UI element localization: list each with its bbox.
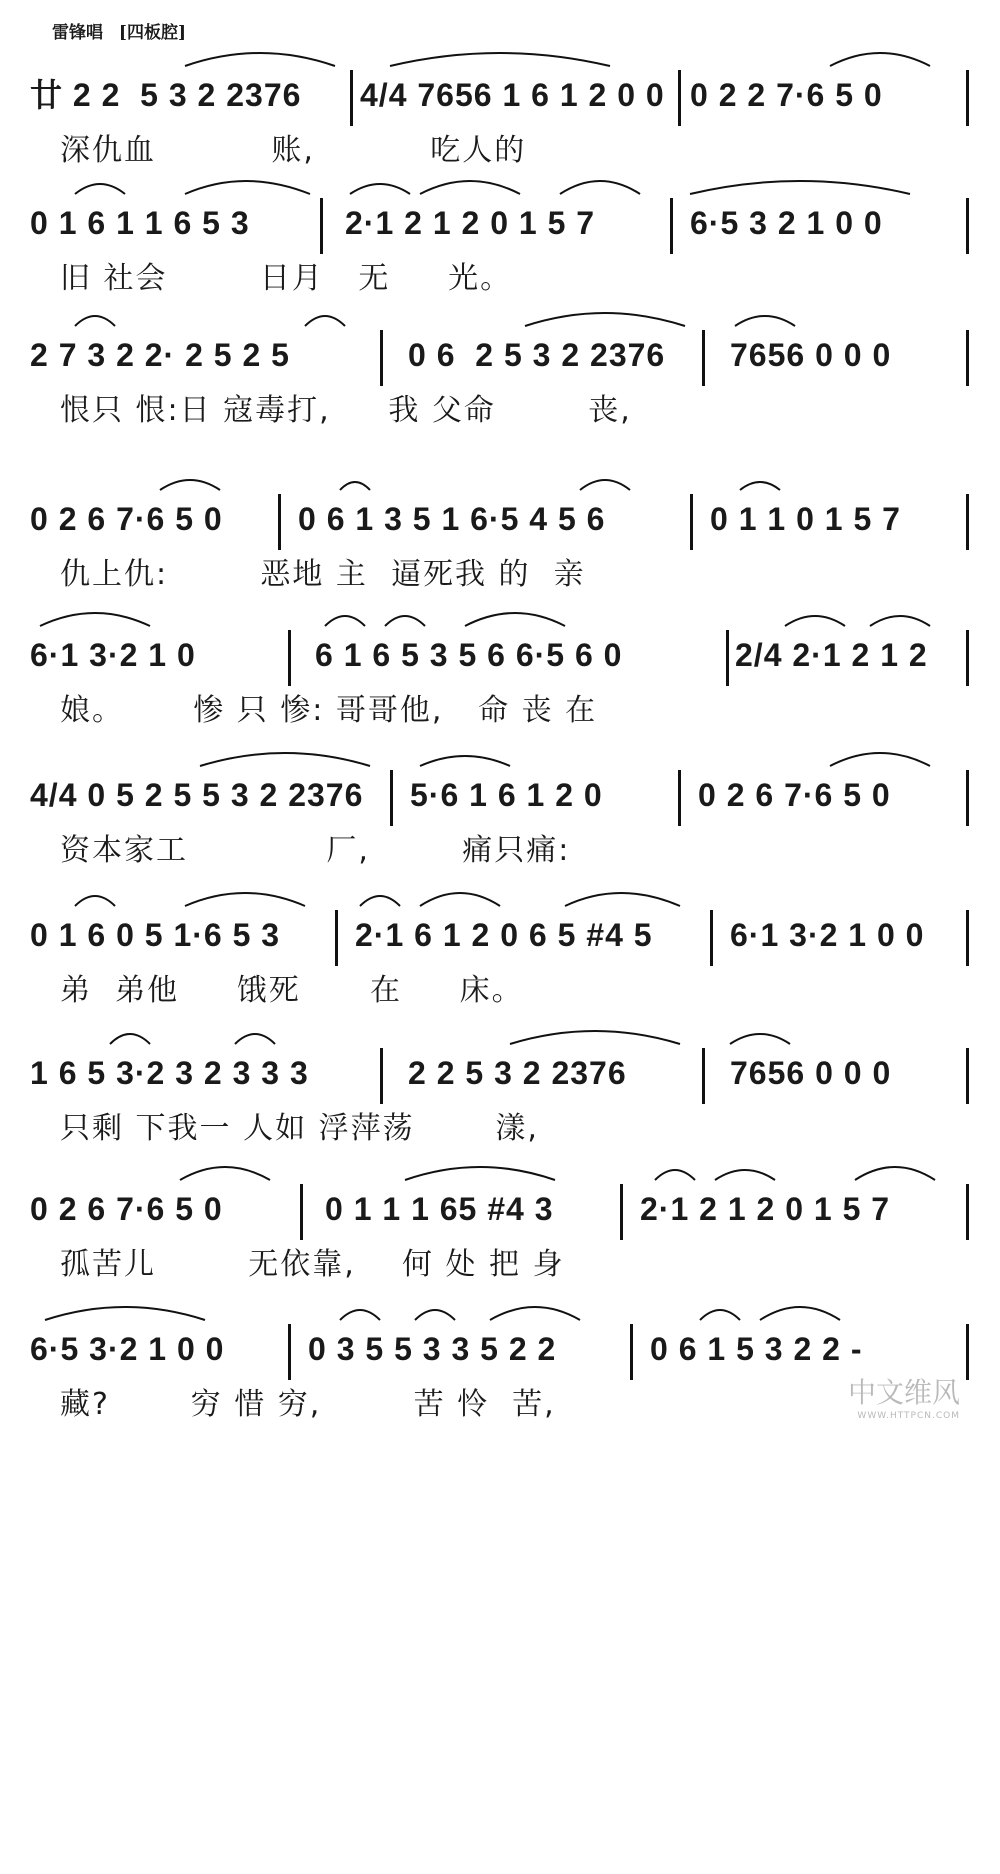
barline	[320, 198, 323, 254]
notation-line	[30, 484, 970, 554]
measure: 6·1 3·2 1 0 0	[730, 917, 925, 953]
measure: 7656 0 0 0	[730, 1055, 892, 1091]
lyrics-line: 只剩 下我一 人如 浮萍荡 漾,	[60, 1111, 539, 1146]
measure: 5·6 1 6 1 2 0	[410, 777, 603, 813]
lyrics-line: 深仇血 账, 吃人的	[60, 133, 527, 168]
lyrics-line: 旧 社会 日月 无 光。	[60, 261, 513, 296]
measure: 廿 2 2 5 3 2 2376	[30, 77, 302, 113]
singer-label: 雷锋唱	[52, 23, 103, 43]
barline	[966, 494, 969, 550]
measure: 0 2 6 7·6 5 0	[698, 777, 891, 813]
notation-line	[30, 188, 970, 258]
measure: 2 2 5 3 2 2376	[408, 1055, 627, 1091]
lyrics-line: 娘。 惨 只 惨: 哥哥他, 命 丧 在	[60, 693, 598, 728]
measure: 2·1 6 1 2 0 6 5 #4 5	[355, 917, 653, 953]
notation-line	[30, 1314, 970, 1384]
barline	[966, 198, 969, 254]
measure: 0 2 2 7·6 5 0	[690, 77, 883, 113]
measure: 6·1 3·2 1 0	[30, 637, 196, 673]
measure: 0 6 2 5 3 2 2376	[408, 337, 666, 373]
barline	[288, 630, 291, 686]
measure: 0 1 1 0 1 5 7	[710, 501, 901, 537]
barline	[630, 1324, 633, 1380]
notation-line	[30, 60, 970, 130]
barline	[966, 1324, 969, 1380]
score-header	[52, 18, 196, 43]
watermark-text: 中文维风	[847, 1376, 960, 1409]
measure: 0 3 5 5 3 3 5 2 2	[308, 1331, 557, 1367]
notation-line	[30, 900, 970, 970]
measure: 0 1 6 1 1 6 5 3	[30, 205, 250, 241]
barline	[726, 630, 729, 686]
barline	[966, 630, 969, 686]
barline	[350, 70, 353, 126]
notation-line	[30, 620, 970, 690]
notation-line	[30, 320, 970, 390]
barline	[966, 330, 969, 386]
measure: 7656 0 0 0	[730, 337, 892, 373]
lyrics-line: 资本家工 厂, 痛只痛:	[60, 833, 571, 868]
notation-line	[30, 760, 970, 830]
barline	[690, 494, 693, 550]
barline	[670, 198, 673, 254]
music-system	[0, 320, 1000, 470]
lyrics-line: 恨只 恨:日 寇毒打, 我 父命 丧,	[60, 393, 632, 428]
measure: 0 6 1 5 3 2 2 -	[650, 1331, 863, 1367]
lyrics-line: 仇上仇: 恶地 主 逼死我 的 亲	[60, 557, 586, 592]
barline	[335, 910, 338, 966]
barline	[966, 70, 969, 126]
measure: 1 6 5 3·2 3 2 3 3 3	[30, 1055, 309, 1091]
barline	[278, 494, 281, 550]
measure: 2·1 2 1 2 0 1 5 7	[345, 205, 596, 241]
barline	[380, 330, 383, 386]
barline	[288, 1324, 291, 1380]
barline	[710, 910, 713, 966]
measure: 2 7 3 2 2· 2 5 2 5	[30, 337, 290, 373]
lyrics-line: 藏? 穷 惜 穷, 苦 怜 苦,	[60, 1387, 556, 1422]
barline	[678, 770, 681, 826]
mode-label: [四板腔]	[118, 23, 187, 43]
barline	[702, 330, 705, 386]
lyrics-line: 孤苦儿 无依靠, 何 处 把 身	[60, 1247, 565, 1282]
lyrics-line: 弟 弟他 饿死 在 床。	[60, 973, 524, 1008]
measure: 0 2 6 7·6 5 0	[30, 1191, 223, 1227]
measure: 0 1 1 1 65 #4 3	[325, 1191, 554, 1227]
measure: 0 6 1 3 5 1 6·5 4 5 6	[298, 501, 606, 537]
barline	[702, 1048, 705, 1104]
measure: 2/4 2·1 2 1 2	[735, 637, 928, 673]
barline	[966, 1048, 969, 1104]
measure: 4/4 0 5 2 5 5 3 2 2376	[30, 777, 364, 813]
watermark-logo	[848, 1371, 960, 1421]
measure: 2·1 2 1 2 0 1 5 7	[640, 1191, 891, 1227]
measure: 6·5 3 2 1 0 0	[690, 205, 883, 241]
notation-line	[30, 1038, 970, 1108]
barline	[966, 770, 969, 826]
barline	[390, 770, 393, 826]
barline	[678, 70, 681, 126]
barline	[966, 910, 969, 966]
barline	[620, 1184, 623, 1240]
measure: 0 1 6 0 5 1·6 5 3	[30, 917, 281, 953]
measure: 4/4 7656 1 6 1 2 0 0	[360, 77, 665, 113]
barline	[966, 1184, 969, 1240]
barline	[300, 1184, 303, 1240]
watermark-url: WWW.HTTPCN.COM	[857, 1411, 960, 1421]
notation-line	[30, 1174, 970, 1244]
barline	[380, 1048, 383, 1104]
measure: 6·5 3·2 1 0 0	[30, 1331, 225, 1367]
measure: 0 2 6 7·6 5 0	[30, 501, 223, 537]
measure: 6 1 6 5 3 5 6 6·5 6 0	[315, 637, 623, 673]
